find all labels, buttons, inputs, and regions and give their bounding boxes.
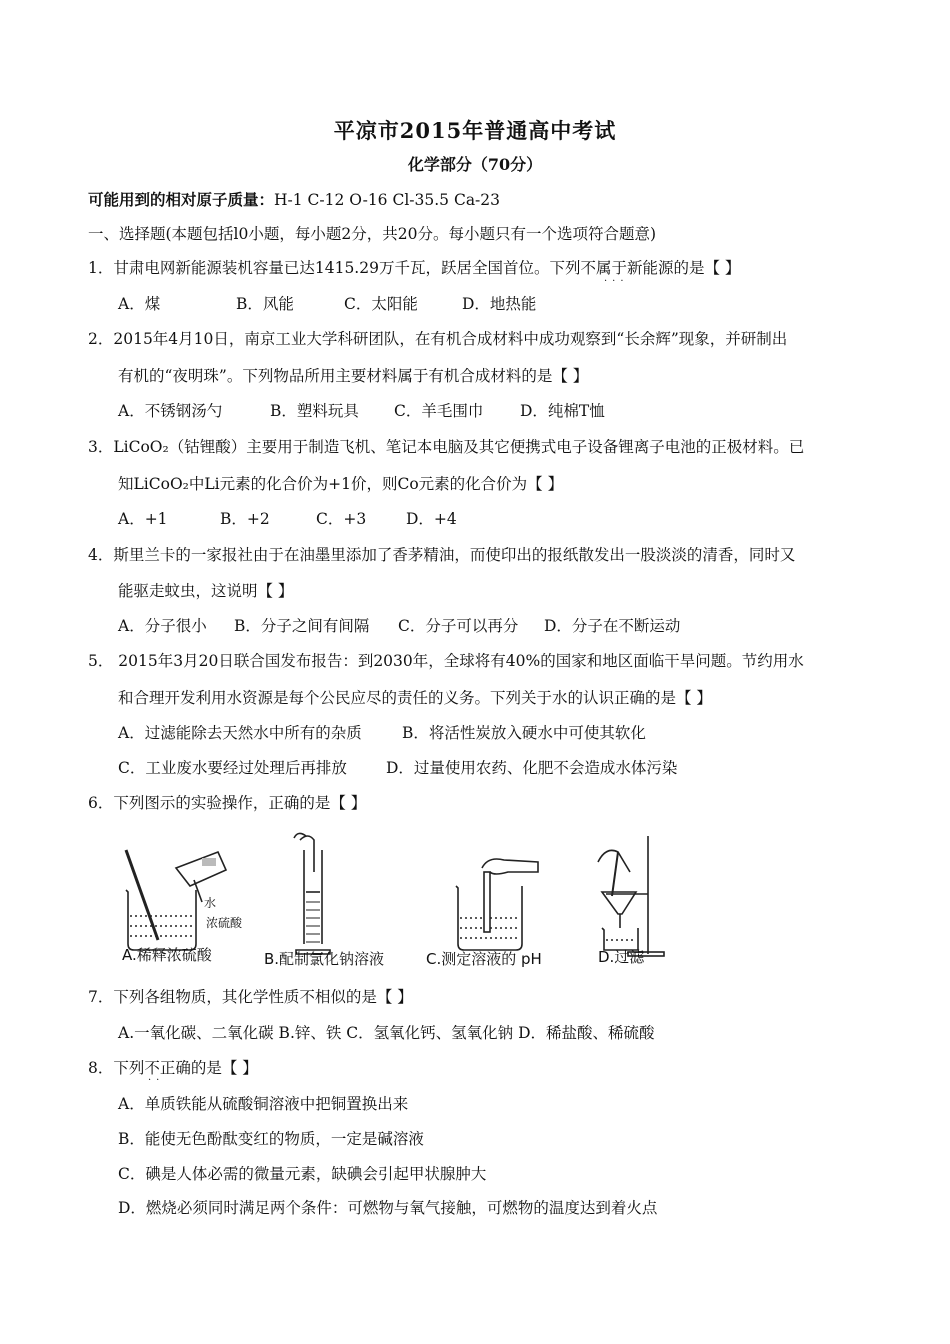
option-a: A．+1 — [118, 510, 168, 528]
option-d: D．燃烧必须同时满足两个条件：可燃物与氧气接触，可燃物的温度达到着火点 — [118, 1199, 658, 1217]
question-4-options — [118, 616, 680, 636]
option-c: C．分子可以再分 — [398, 617, 519, 635]
question-1: 1．甘肃电网新能源装机容量已达1415.29万千瓦，跃居全国首位。下列不属于新能源的是【 】 — [88, 259, 741, 277]
option-b: B．塑料玩具 — [270, 402, 359, 420]
atomic-masses-label: 可能用到的相对原子质量： — [88, 191, 275, 209]
option-a: A．单质铁能从硫酸铜溶液中把铜置换出来 — [118, 1095, 409, 1113]
question-2-line1: 2．2015年4月10日，南京工业大学科研团队，在有机合成材料中成功观察到“长余辉”现象，并研制出 — [88, 330, 788, 348]
option-d: D．过量使用农药、化肥不会造成水体污染 — [386, 759, 678, 777]
option-c: C．+3 — [316, 510, 367, 528]
question-4-line1: 4．斯里兰卡的一家报社由于在油墨里添加了香茅精油，而使印出的报纸散发出一股淡淡的清香，同时又 — [88, 546, 796, 564]
emphasis-dots: ··· — [604, 276, 629, 287]
label-water: 水 — [204, 896, 217, 910]
option-a: A．不锈钢汤勺 — [118, 402, 223, 420]
question-5-line1: 5． 2015年3月20日联合国发布报告：到2030年，全球将有40%的国家和地区面临干旱问题。节约用水 — [88, 652, 804, 670]
atomic-masses — [88, 190, 500, 210]
section-heading: 一、选择题(本题包括l0小题，每小题2分，共20分。每小题只有一个选项符合题意) — [88, 225, 657, 243]
question-5-options-row2 — [118, 758, 677, 778]
option-b: B．将活性炭放入硬水中可使其软化 — [402, 724, 646, 742]
question-3-line2: 知LiCoO₂中Li元素的化合价为+1价，则Co元素的化合价为【 】 — [118, 475, 564, 493]
option-b: B．能使无色酚酞变红的物质，一定是碱溶液 — [118, 1130, 424, 1148]
filter-stand-illustration-d — [598, 836, 664, 956]
question-8-line1: 8．下列不正确的是【 】 — [88, 1059, 258, 1077]
question-3-options — [118, 509, 457, 529]
option-d: D．地热能 — [462, 295, 537, 313]
question-1-options — [118, 294, 536, 314]
page-subtitle: 化学部分（70分） — [407, 155, 543, 174]
question-2-options — [118, 401, 605, 421]
option-a: A．过滤能除去天然水中所有的杂质 — [118, 724, 362, 742]
question-2-line2: 有机的“夜明珠”。下列物品所用主要材料属于有机合成材料的是【 】 — [118, 367, 589, 385]
caption-b: B.配制氯化钠溶液 — [264, 950, 385, 968]
question-6-line1: 6．下列图示的实验操作，正确的是【 】 — [88, 794, 367, 812]
option-c: C．碘是人体必需的微量元素，缺碘会引起甲状腺肿大 — [118, 1165, 487, 1183]
option-d: D．分子在不断运动 — [544, 617, 681, 635]
label-concentrated-acid: 浓硫酸 — [206, 916, 243, 930]
option-c: C．羊毛围巾 — [394, 402, 484, 420]
question-5-line2: 和合理开发利用水资源是每个公民应尽的责任的义务。下列关于水的认识正确的是【 】 — [118, 689, 712, 707]
cylinder-illustration-b — [294, 833, 330, 954]
question-7-line1: 7．下列各组物质，其化学性质不相似的是【 】 — [88, 988, 413, 1006]
option-a: A．分子很小 — [118, 617, 207, 635]
caption-c: C.测定溶液的 pH — [426, 950, 542, 968]
atomic-masses-values: H-1 C-12 O-16 Cl-35.5 Ca-23 — [274, 191, 501, 209]
question-3-line1: 3．LiCoO₂（钴锂酸）主要用于制造飞机、笔记本电脑及其它便携式电子设备锂离子电池的正极材料。已 — [88, 438, 805, 456]
question-7-options: A.一氧化碳、二氧化碳 B.锌、铁 C．氢氧化钙、氢氧化钠 D．稀盐酸、稀硫酸 — [118, 1024, 655, 1042]
option-a: A．煤 — [118, 295, 161, 313]
experiment-figure — [118, 832, 666, 972]
beaker-illustration-c — [456, 859, 538, 950]
caption-a: A.稀释浓硫酸 — [122, 946, 212, 964]
option-b: B．分子之间有间隔 — [234, 617, 370, 635]
caption-d: D.过滤 — [598, 948, 645, 966]
emphasis-dots: ·· — [148, 1075, 165, 1086]
question-4-line2: 能驱走蚊虫，这说明【 】 — [118, 582, 294, 600]
option-d: D．+4 — [406, 510, 457, 528]
option-c: C．太阳能 — [344, 295, 418, 313]
option-b: B．+2 — [220, 510, 270, 528]
option-d: D．纯棉T恤 — [520, 402, 605, 420]
option-c: C．工业废水要经过处理后再排放 — [118, 759, 347, 777]
question-5-options-row1 — [118, 723, 646, 743]
page-title: 平凉市2015年普通高中考试 — [333, 118, 617, 143]
option-b: B．风能 — [236, 295, 294, 313]
